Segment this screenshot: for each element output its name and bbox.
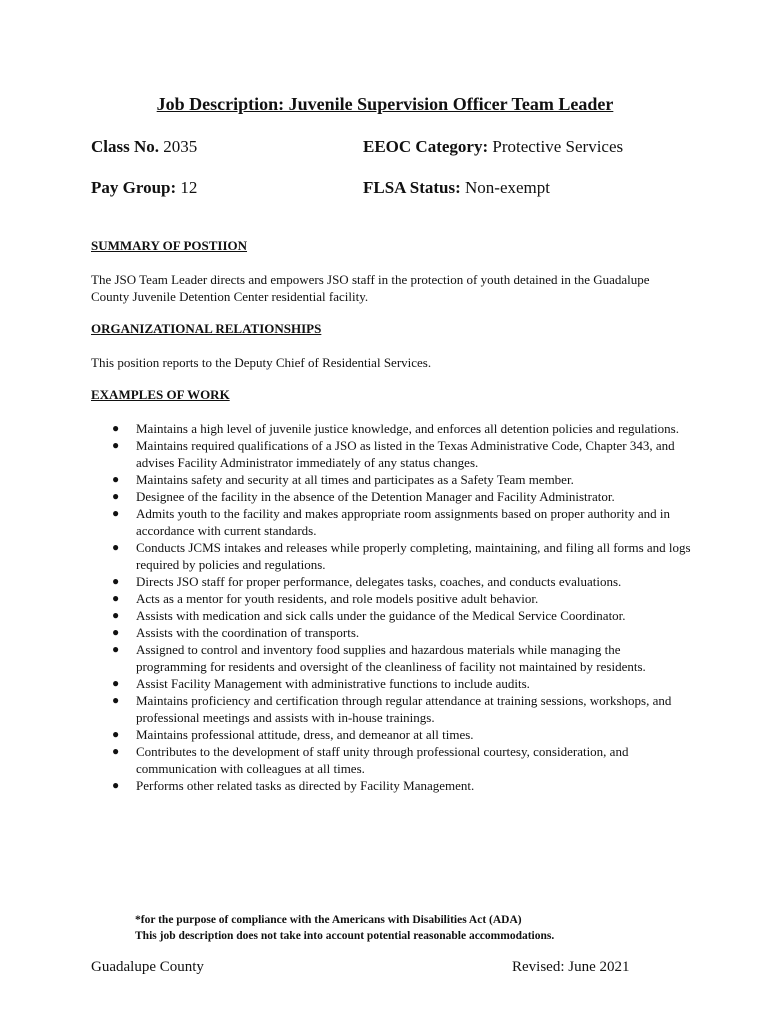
bullet-icon: ●: [112, 506, 120, 520]
bullet-icon: ●: [112, 608, 120, 622]
bullet-icon: ●: [112, 472, 120, 486]
bullet-icon: ●: [112, 676, 120, 690]
summary-heading: SUMMARY OF POSTIION: [91, 238, 248, 253]
list-item: [91, 675, 691, 692]
list-item: [91, 488, 691, 505]
bullet-icon: ●: [112, 591, 120, 605]
pay-group-field: [91, 178, 197, 198]
examples-heading: EXAMPLES OF WORK: [91, 387, 230, 402]
list-item: [91, 573, 691, 590]
ada-note-line-2: This job description does not take into account potential reasonable accommodations.: [135, 930, 555, 942]
examples-list: [91, 420, 691, 794]
list-item-text: Contributes to the development of staff unity through professional courtesy, consideration, and communication with colleagues at all times.: [136, 744, 629, 776]
bullet-icon: ●: [112, 574, 120, 588]
list-item-text: Maintains professional attitude, dress, and demeanor at all times.: [136, 727, 474, 742]
footer-county: Guadalupe County: [91, 959, 204, 975]
list-item: [91, 505, 691, 539]
list-item: [91, 743, 691, 777]
list-item-text: Assists with the coordination of transports.: [136, 625, 360, 640]
list-item-text: Maintains a high level of juvenile justice knowledge, and enforces all detention policies and regulations.: [136, 421, 679, 436]
list-item: [91, 641, 691, 675]
list-item: [91, 624, 691, 641]
list-item-text: Admits youth to the facility and makes appropriate room assignments based on proper authority and in accordance with current standards.: [136, 506, 670, 538]
bullet-icon: ●: [112, 438, 120, 452]
flsa-status-field: [363, 178, 550, 198]
bullet-icon: ●: [112, 727, 120, 741]
bullet-icon: ●: [112, 489, 120, 503]
list-item: [91, 539, 691, 573]
ada-note-line-1: *for the purpose of compliance with the Americans with Disabilities Act (ADA): [135, 914, 522, 926]
ada-note: [135, 912, 554, 944]
class-no-label: Class No.: [91, 137, 160, 156]
list-item-text: Performs other related tasks as directed by Facility Management.: [136, 778, 475, 793]
bullet-icon: ●: [112, 778, 120, 792]
bullet-icon: ●: [112, 642, 120, 656]
summary-text: The JSO Team Leader directs and empowers JSO staff in the protection of youth detained in the Guadalupe County Juvenile Detention Center residential facility.: [91, 272, 650, 304]
eeoc-category-value: Protective Services: [492, 137, 624, 156]
flsa-status-label: FLSA Status:: [363, 178, 461, 197]
bullet-icon: ●: [112, 625, 120, 639]
pay-group-label: Pay Group:: [91, 178, 177, 197]
list-item: [91, 420, 691, 437]
list-item-text: Directs JSO staff for proper performance, delegates tasks, coaches, and conducts evaluations.: [136, 574, 622, 589]
bullet-icon: ●: [112, 693, 120, 707]
list-item-text: Assigned to control and inventory food supplies and hazardous materials while managing the programming for residents and oversight of the cleanliness of facility not maintained by residents.: [136, 642, 646, 674]
bullet-icon: ●: [112, 744, 120, 758]
list-item-text: Conducts JCMS intakes and releases while properly completing, maintaining, and filing all forms and logs required by policies and regulations.: [136, 540, 691, 572]
class-no-field: [91, 137, 197, 157]
list-item-text: Assists with medication and sick calls under the guidance of the Medical Service Coordinator.: [136, 608, 626, 623]
page-title: Job Description: Juvenile Supervision Officer Team Leader: [156, 94, 614, 114]
list-item-text: Maintains required qualifications of a JSO as listed in the Texas Administrative Code, Chapter 343, and advises Facility Administrator immediately of any status changes.: [136, 438, 675, 470]
list-item-text: Maintains safety and security at all times and participates as a Safety Team member.: [136, 472, 574, 487]
pay-group-value: 12: [180, 178, 198, 197]
list-item: [91, 777, 691, 794]
org-relationships-text: This position reports to the Deputy Chief of Residential Services.: [91, 355, 432, 370]
list-item: [91, 726, 691, 743]
list-item: [91, 437, 691, 471]
list-item: [91, 590, 691, 607]
list-item-text: Maintains proficiency and certification through regular attendance at training sessions, workshops, and professional meetings and assists with in-house trainings.: [136, 693, 672, 725]
list-item-text: Assist Facility Management with administrative functions to include audits.: [136, 676, 530, 691]
list-item-text: Acts as a mentor for youth residents, and role models positive adult behavior.: [136, 591, 539, 606]
org-relationships-heading: ORGANIZATIONAL RELATIONSHIPS: [91, 321, 322, 336]
list-item: [91, 607, 691, 624]
list-item: [91, 471, 691, 488]
list-item-text: Designee of the facility in the absence of the Detention Manager and Facility Administrator.: [136, 489, 615, 504]
bullet-icon: ●: [112, 540, 120, 554]
class-no-value: 2035: [163, 137, 198, 156]
eeoc-category-label: EEOC Category:: [363, 137, 489, 156]
eeoc-category-field: [363, 137, 623, 157]
list-item: [91, 692, 691, 726]
flsa-status-value: Non-exempt: [465, 178, 551, 197]
bullet-icon: ●: [112, 421, 120, 435]
footer-revised-date: Revised: June 2021: [512, 959, 630, 975]
